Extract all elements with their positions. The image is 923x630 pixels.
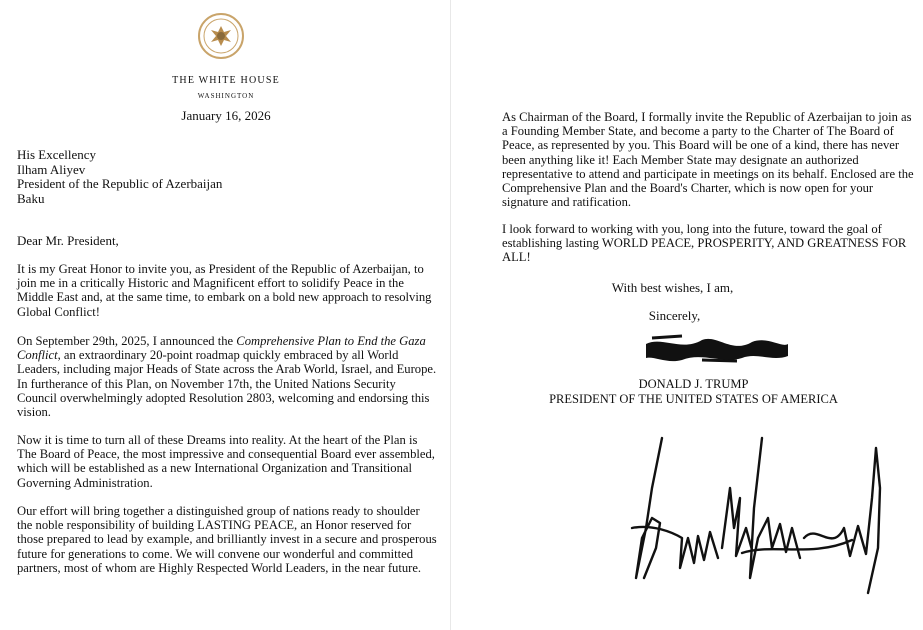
paragraph xyxy=(17,334,437,419)
letter-page-right xyxy=(452,0,923,630)
letter-date: January 16, 2026 xyxy=(181,108,271,123)
handwritten-signature-icon xyxy=(622,428,892,608)
paragraph-text: , an extraordinary 20-point roadmap quickly embraced by all World Leaders, including major Heads of State across the Arab World, Israel, and Europe. In furtherance of this Plan, on November 17th, the United Nations Security Council overwhelmingly adopted Resolution 2803, welcoming and endorsing this vision. xyxy=(17,348,437,420)
address-line: President of the Republic of Azerbaijan xyxy=(17,176,223,191)
redacted-signature-icon xyxy=(642,330,792,366)
recipient-address xyxy=(17,148,222,206)
letterhead-subtitle: WASHINGTON xyxy=(197,92,255,100)
closing-sincerely: Sincerely, xyxy=(648,308,701,323)
presidential-seal-icon xyxy=(197,12,245,60)
plan-title: Comprehensive Plan to End the Gaza Conflict xyxy=(17,334,426,363)
paragraph: It is my Great Honor to invite you, as President of the Republic of Azerbaijan, to join me in a critically Historic and Magnificent effort to solidify Peace in the Middle East and, at the same time, to embark on a bold new approach to resolving Global Conflict! xyxy=(17,262,432,319)
address-line: Baku xyxy=(17,190,45,206)
address-line: Ilham Aliyev xyxy=(17,161,86,177)
closing-line: With best wishes, I am, xyxy=(611,280,734,295)
paragraph-text: On September 29th, 2025, I announced the xyxy=(17,334,237,348)
signatory-title: PRESIDENT OF THE UNITED STATES OF AMERICA xyxy=(549,392,838,406)
letterhead-title: THE WHITE HOUSE xyxy=(172,75,280,86)
address-line: His Excellency xyxy=(17,147,97,162)
salutation: Dear Mr. President, xyxy=(17,233,119,248)
paragraph: I look forward to working with you, long into the future, toward the goal of establishing lasting WORLD PEACE, PROSPERITY, AND GREATNESS FOR ALL! xyxy=(502,222,907,265)
paragraph: As Chairman of the Board, I formally invite the Republic of Azerbaijan to join as a Founding Member State, and become a party to the Charter of The Board of Peace, as represented by you. This Board will be one of a kind, there has never been anything like it! Each Member State may designate an authorized representative to attend and participate in meetings on its behalf. Enclosed are the Comprehensive Plan and the Board's Charter, which is now open for your signature and ratification. xyxy=(502,110,914,210)
paragraph: Our effort will bring together a distinguished group of nations ready to shoulder the noble responsibility of building LASTING PEACE, an Honor reserved for those prepared to lead by example, and brilliantly invest in a secure and prosperous future for generations to come. We will convene our wonderful and committed partners, most of whom are Highly Respected World Leaders, in the near future. xyxy=(17,504,437,575)
letter-page-left xyxy=(0,0,452,630)
paragraph: Now it is time to turn all of these Dreams into reality. At the heart of the Plan is The Board of Peace, the most impressive and consequential Board ever assembled, which will be established as a new International Organization and Transitional Governing Administration. xyxy=(17,433,435,490)
signatory-name: DONALD J. TRUMP xyxy=(638,377,749,391)
